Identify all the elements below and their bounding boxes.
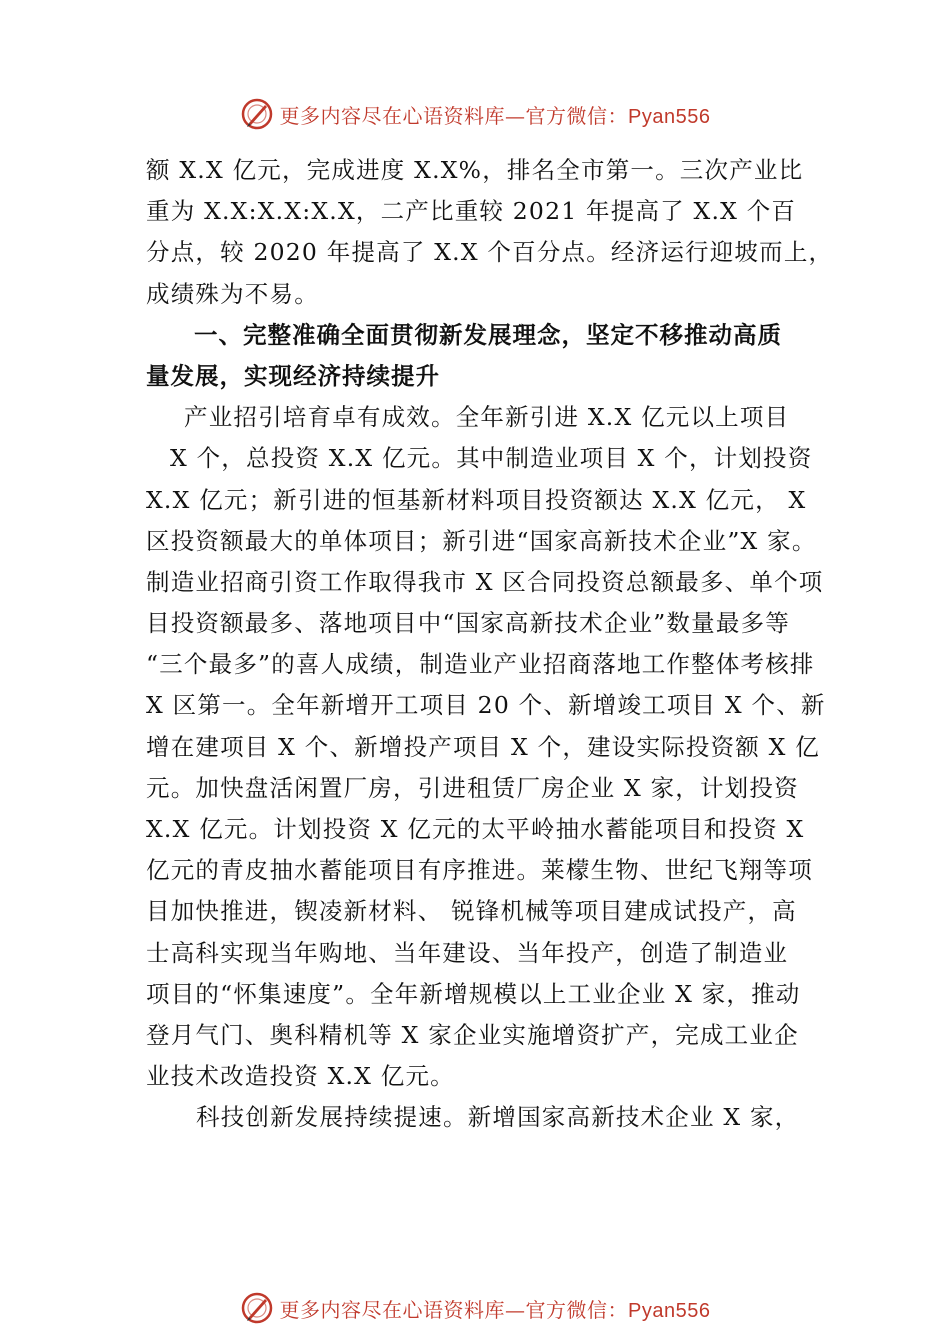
body-text-line: 亿元的青皮抽水蓄能项目有序推进。莱檬生物、世纪飞翔等项 [146, 856, 813, 885]
brand-logo-icon [240, 97, 274, 131]
body-text-line: 士高科实现当年购地、当年建设、当年投产，创造了制造业 [146, 938, 789, 967]
body-text-line: 制造业招商引资工作取得我市 X 区合同投资总额最多、单个项 [146, 567, 824, 596]
banner-text: 更多内容尽在心语资料库—官方微信：Pyan556 [279, 1297, 711, 1322]
body-text-line: X.X 亿元；新引进的恒基新材料项目投资额达 X.X 亿元， X [146, 485, 807, 514]
body-text-line: 项目的“怀集速度”。全年新增规模以上工业企业 X 家，推动 [146, 979, 801, 1008]
body-text-line: 目投资额最多、落地项目中“国家高新技术企业”数量最多等 [146, 609, 790, 638]
wechat-id: Pyan556 [628, 1299, 711, 1322]
wechat-id: Pyan556 [628, 105, 711, 128]
body-text-line: 区投资额最大的单体项目；新引进“国家高新技术企业”X 家。 [146, 526, 817, 555]
section-heading-line: 量发展，实现经济持续提升 [146, 361, 440, 390]
brand-logo-icon [240, 1291, 274, 1325]
body-text-line: 业技术改造投资 X.X 亿元。 [146, 1062, 455, 1091]
footer-banner [0, 1288, 950, 1328]
body-text-line: 目加快推进，锲凌新材料、 锐锋机械等项目建成试投产，高 [146, 897, 797, 926]
header-banner [0, 94, 950, 134]
body-text-line: 重为 X.X:X.X:X.X，二产比重较 2021 年提高了 X.X 个百 [146, 197, 797, 226]
body-text-line: “三个最多”的喜人成绩，制造业产业招商落地工作整体考核排 [146, 650, 815, 679]
body-text-line: 额 X.X 亿元，完成进度 X.X%，排名全市第一。三次产业比 [146, 156, 804, 184]
body-text-line: X.X 亿元。计划投资 X 亿元的太平岭抽水蓄能项目和投资 X [146, 815, 805, 843]
section-heading-line: 一、完整准确全面贯彻新发展理念，坚定不移推动高质 [194, 320, 782, 349]
body-text-line: 增在建项目 X 个、新增投产项目 X 个，建设实际投资额 X 亿 [146, 732, 820, 761]
body-text-line: 产业招引培育卓有成效。全年新引进 X.X 亿元以上项目 [184, 403, 790, 432]
body-text-line: 成绩殊为不易。 [146, 279, 319, 308]
body-text-line: 分点，较 2020 年提高了 X.X 个百分点。经济运行迎坡而上， [146, 238, 834, 267]
body-text-line: 科技创新发展持续提速。新增国家高新技术企业 X 家， [196, 1103, 800, 1132]
banner-text: 更多内容尽在心语资料库—官方微信：Pyan556 [279, 103, 711, 128]
body-text-line: 登月气门、奥科精机等 X 家企业实施增资扩产，完成工业企 [146, 1020, 799, 1049]
body-text-line: 元。加快盘活闲置厂房，引进租赁厂房企业 X 家，计划投资 [146, 773, 799, 802]
document-body [146, 150, 834, 1139]
body-text-line: X 个，总投资 X.X 亿元。其中制造业项目 X 个，计划投资 [170, 444, 813, 473]
body-text-line: X 区第一。全年新增开工项目 20 个、新增竣工项目 X 个、新 [146, 691, 826, 720]
